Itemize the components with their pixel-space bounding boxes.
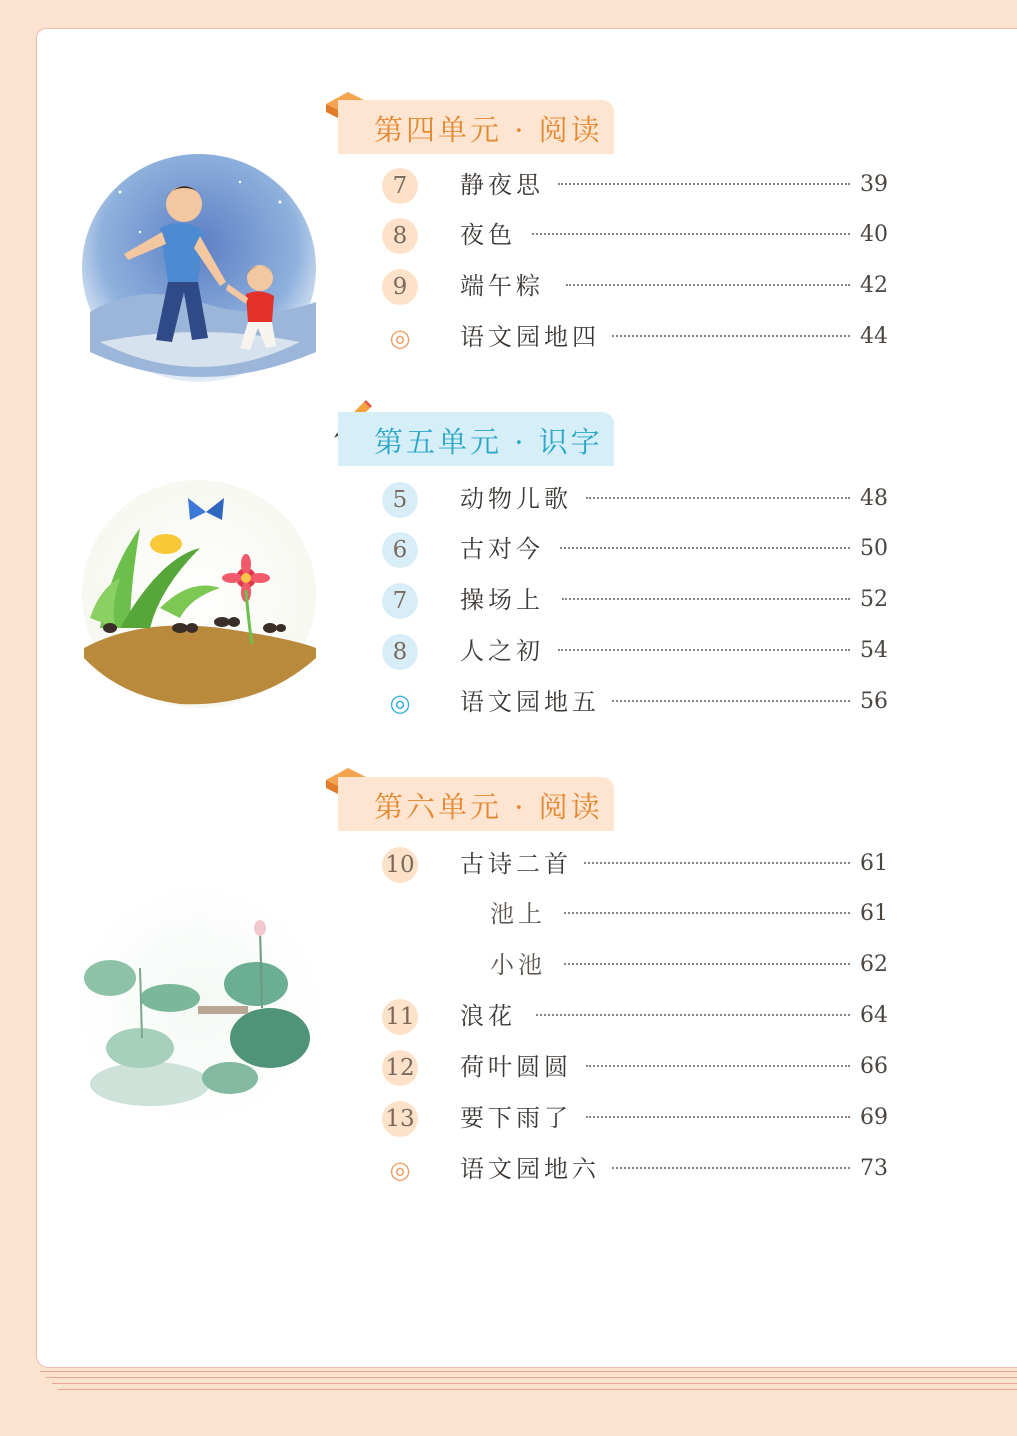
dot-leader — [564, 963, 850, 967]
father-son-illustration — [80, 152, 318, 384]
lesson-title: 古对今 — [460, 535, 544, 563]
dot-leader — [536, 1014, 850, 1018]
lesson-title: 要下雨了 — [460, 1104, 572, 1132]
toc-entry[interactable] — [380, 844, 900, 884]
page-edge — [40, 1371, 1017, 1372]
page-number: 48 — [860, 486, 888, 511]
lesson-number: 5 — [382, 482, 418, 518]
lesson-number: 12 — [382, 1050, 418, 1086]
toc-entry[interactable] — [380, 945, 900, 985]
poem-title: 池上 — [490, 900, 546, 928]
unit-5-title: 第五单元 · 识字 — [338, 412, 614, 466]
lesson-number: 13 — [382, 1101, 418, 1137]
toc-entry[interactable] — [380, 682, 900, 722]
lesson-number: 6 — [382, 532, 418, 568]
lesson-title: 古诗二首 — [460, 850, 572, 878]
ants-flowers-illustration — [80, 478, 318, 710]
toc-entry[interactable] — [380, 479, 900, 519]
page-number: 64 — [860, 1003, 888, 1028]
dot-leader — [612, 700, 850, 704]
toc-entry[interactable] — [380, 631, 900, 671]
page-number: 54 — [860, 638, 888, 663]
lesson-number: 7 — [382, 583, 418, 619]
toc-entry[interactable] — [380, 1149, 900, 1189]
dot-leader — [560, 547, 850, 551]
page-number: 44 — [860, 324, 888, 349]
page-number: 61 — [860, 851, 888, 876]
page-number: 42 — [860, 273, 888, 298]
page-number: 50 — [860, 536, 888, 561]
page-number: 52 — [860, 587, 888, 612]
lesson-title: 人之初 — [460, 637, 544, 665]
toc-entry[interactable] — [380, 317, 900, 357]
lesson-number: 8 — [382, 218, 418, 254]
dot-leader — [612, 335, 850, 339]
dot-leader — [586, 497, 850, 501]
page-edge — [58, 1389, 1017, 1390]
lesson-title: 操场上 — [460, 586, 544, 614]
page-edge — [52, 1383, 1017, 1384]
lesson-number: 11 — [382, 999, 418, 1035]
garden-symbol: ◎ — [389, 1156, 411, 1184]
toc-entry[interactable] — [380, 165, 900, 205]
toc-entry[interactable] — [380, 1098, 900, 1138]
page-edge — [46, 1377, 1017, 1378]
unit-6-title: 第六单元 · 阅读 — [338, 777, 614, 831]
garden-symbol: ◎ — [389, 324, 411, 352]
toc-entry[interactable] — [380, 996, 900, 1036]
dot-leader — [586, 1116, 850, 1120]
page-number: 61 — [860, 901, 888, 926]
lesson-number: 9 — [382, 269, 418, 305]
page-number: 73 — [860, 1156, 888, 1181]
lotus-pond-illustration — [80, 888, 318, 1120]
dot-leader — [612, 1167, 850, 1171]
lesson-title: 语文园地五 — [460, 688, 600, 716]
poem-title: 小池 — [490, 951, 546, 979]
lesson-title: 语文园地四 — [460, 323, 600, 351]
lesson-title: 语文园地六 — [460, 1155, 600, 1183]
toc-entry[interactable] — [380, 529, 900, 569]
lesson-number: 10 — [382, 847, 418, 883]
lesson-number: 8 — [382, 634, 418, 670]
dot-leader — [532, 233, 850, 237]
toc-entry[interactable] — [380, 1047, 900, 1087]
lesson-number: 7 — [382, 168, 418, 204]
dot-leader — [584, 862, 850, 866]
dot-leader — [586, 1065, 850, 1069]
lesson-title: 浪花 — [460, 1002, 516, 1030]
toc-entry[interactable] — [380, 266, 900, 306]
lesson-title: 荷叶圆圆 — [460, 1053, 572, 1081]
dot-leader — [564, 912, 850, 916]
lesson-title: 端午粽 — [460, 272, 544, 300]
toc-entry[interactable] — [380, 580, 900, 620]
page-number: 69 — [860, 1105, 888, 1130]
lesson-title: 动物儿歌 — [460, 485, 572, 513]
lesson-title: 夜色 — [460, 221, 516, 249]
toc-entry[interactable] — [380, 894, 900, 934]
dot-leader — [558, 183, 850, 187]
page-number: 66 — [860, 1054, 888, 1079]
lesson-title: 静夜思 — [460, 171, 544, 199]
page-number: 40 — [860, 222, 888, 247]
page-number: 56 — [860, 689, 888, 714]
toc-entry[interactable] — [380, 215, 900, 255]
dot-leader — [558, 649, 850, 653]
garden-symbol: ◎ — [389, 689, 411, 717]
page-number: 39 — [860, 172, 888, 197]
dot-leader — [562, 598, 850, 602]
page-number: 62 — [860, 952, 888, 977]
dot-leader — [566, 284, 850, 288]
unit-4-title: 第四单元 · 阅读 — [338, 100, 614, 154]
